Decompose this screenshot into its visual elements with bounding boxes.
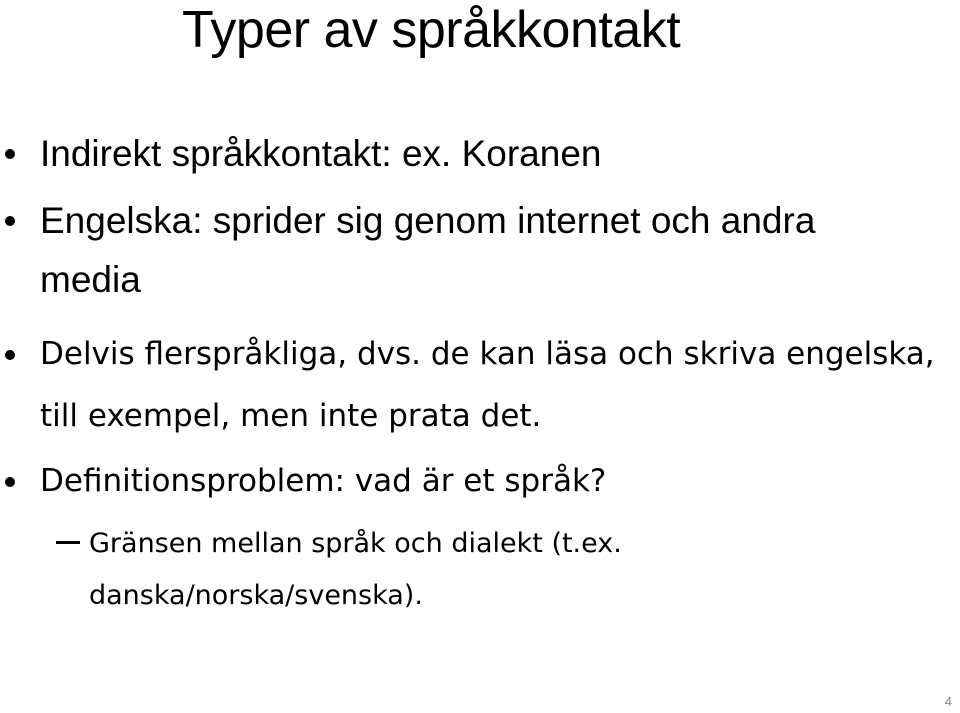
bullet-text: Delvis flerspråkliga, dvs. de kan läsa och skriva engelska, till exempel, men inte prata det. [40,336,935,434]
bullet-dot-icon [5,149,15,159]
bullet-dot-icon [5,477,15,487]
bullet-text: Engelska: sprider sig genom internet och andra media [40,200,816,300]
page-number: 4 [944,694,952,709]
sub-bullet-text: Gränsen mellan språk och dialekt (t.ex. danska/norska/svenska). [89,528,622,611]
bullet-text: Definitionsproblem: vad är et språk? [40,463,607,499]
bullet-dot-icon [5,350,15,360]
bullet-text: Indirekt språkkontakt: ex. Koranen [40,133,602,174]
slide-title: Typer av språkkontakt [182,1,681,59]
dash-icon [56,541,80,544]
bullet-dot-icon [5,216,15,226]
